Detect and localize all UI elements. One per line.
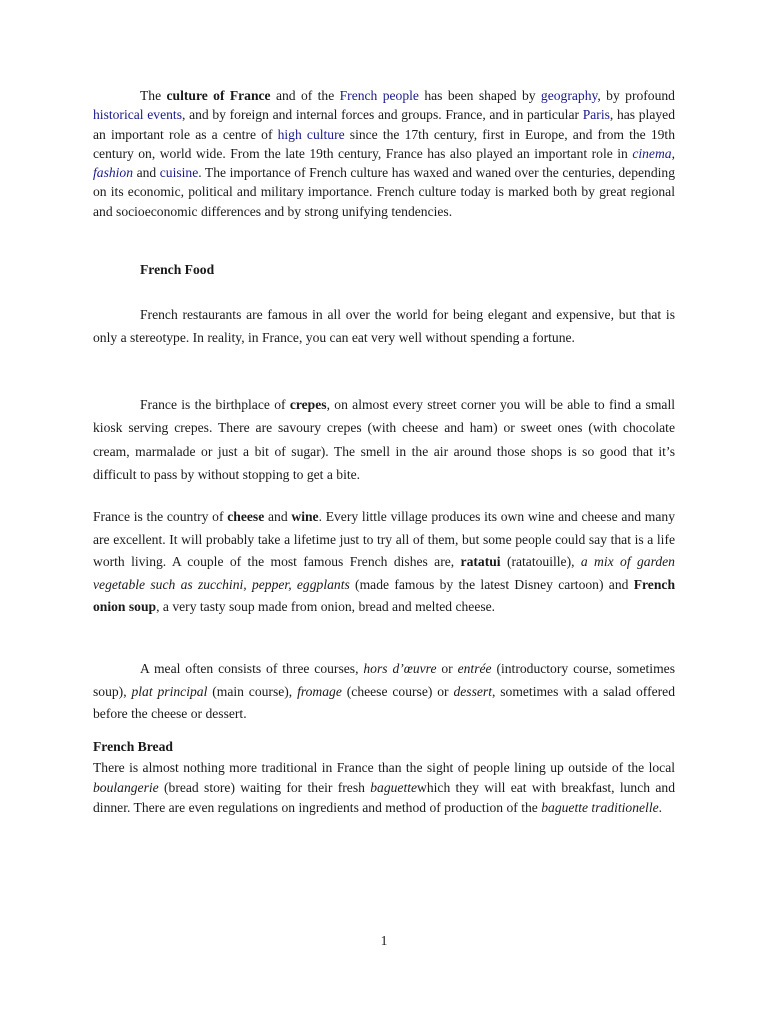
wine-bold: wine <box>291 509 319 524</box>
cheese-bold: cheese <box>227 509 265 524</box>
cheese-wine-paragraph: France is the country of cheese and wine. Every little village produces its own wine and cheese and many are excellent. It will probably take a lifetime just to try all of them, but some people could say that is a life worth living. A couple of the most famous French dishes are, ratatui (ratatouille), a mix of garden vegetable such as zucchini, pepper, eggplants (made famous by the latest Disney cartoon) and French onion soup, a very tasty soup made from onion, bread and melted cheese. <box>93 509 675 614</box>
intro-paragraph: The culture of France and of the French people has been shaped by geography, by profound historical events, and by foreign and internal forces and groups. France, and in particular Paris, has played an important role as a centre of high culture since the 17th century, first in Europe, and from the 19th century on, world wide. From the late 19th century, France has also played an important role in cinema, fashion and cuisine. The importance of French culture has waxed and waned over the centuries, depending on its economic, political and military importance. French culture today is marked both by great regional and socioeconomic differences and by strong unifying tendencies. <box>93 88 675 219</box>
boulangerie-term: boulangerie <box>93 779 159 795</box>
paris-link[interactable]: Paris <box>582 107 610 123</box>
baguette-term: baguette <box>370 779 418 795</box>
restaurants-paragraph: French restaurants are famous in all over the world for being elegant and expensive, but that is only a stereotype. In reality, in France, you can eat very well without spending a fortune. <box>93 307 675 346</box>
crepes-paragraph: France is the birthplace of crepes, on almost every street corner you will be able to find a small kiosk serving crepes. There are savoury crepes (with cheese and ham) or sweet ones (with chocolate cream, marmalade or just a bit of sugar). The smell in the air around those shops is so good that it’s difficult to pass by without stopping to get a bite. <box>93 397 675 482</box>
onion-soup-bold: French onion soup <box>93 576 675 614</box>
baguette-traditionelle-term: baguette traditionelle <box>541 799 659 815</box>
dessert-term: dessert <box>453 683 492 699</box>
historical-events-link[interactable]: historical events <box>93 107 182 123</box>
french-people-link[interactable]: French people <box>339 88 419 103</box>
fromage-term: fromage <box>297 683 342 699</box>
plat-principal-term: plat principal <box>131 683 208 699</box>
cinema-link[interactable]: cinema <box>632 145 672 161</box>
page-number: 1 <box>380 933 388 948</box>
high-culture-link[interactable]: high culture <box>277 126 345 142</box>
french-bread-heading: French Bread <box>93 739 173 754</box>
french-food-heading: French Food <box>140 262 215 277</box>
geography-link[interactable]: geography <box>540 88 598 103</box>
cuisine-link[interactable]: cuisine <box>159 165 199 181</box>
fashion-link[interactable]: fashion <box>93 165 134 181</box>
meal-courses-paragraph: A meal often consists of three courses, hors d’œuvre or entrée (introductory course, sometimes soup), plat principal (main course), fromage (cheese course) or dessert, sometimes with a salad offered before the cheese or dessert. <box>93 661 675 721</box>
hors-doeuvre-term: hors d’œuvre <box>363 661 437 676</box>
ratatui-bold: ratatui <box>460 554 501 569</box>
ratatui-description: a mix of garden vegetable such as zucchini, pepper, eggplants <box>93 554 675 592</box>
culture-of-france-bold: culture of France <box>166 88 271 103</box>
crepes-bold: crepes <box>289 397 327 412</box>
entree-term: entrée <box>457 661 492 676</box>
bread-paragraph: There is almost nothing more traditional in France than the sight of people lining up outside of the local boulangerie (bread store) waiting for their fresh baguettewhich they will eat with breakfast, lunch and dinner. There are even regulations on ingredients and method of production of the baguette traditionelle. <box>93 760 675 815</box>
